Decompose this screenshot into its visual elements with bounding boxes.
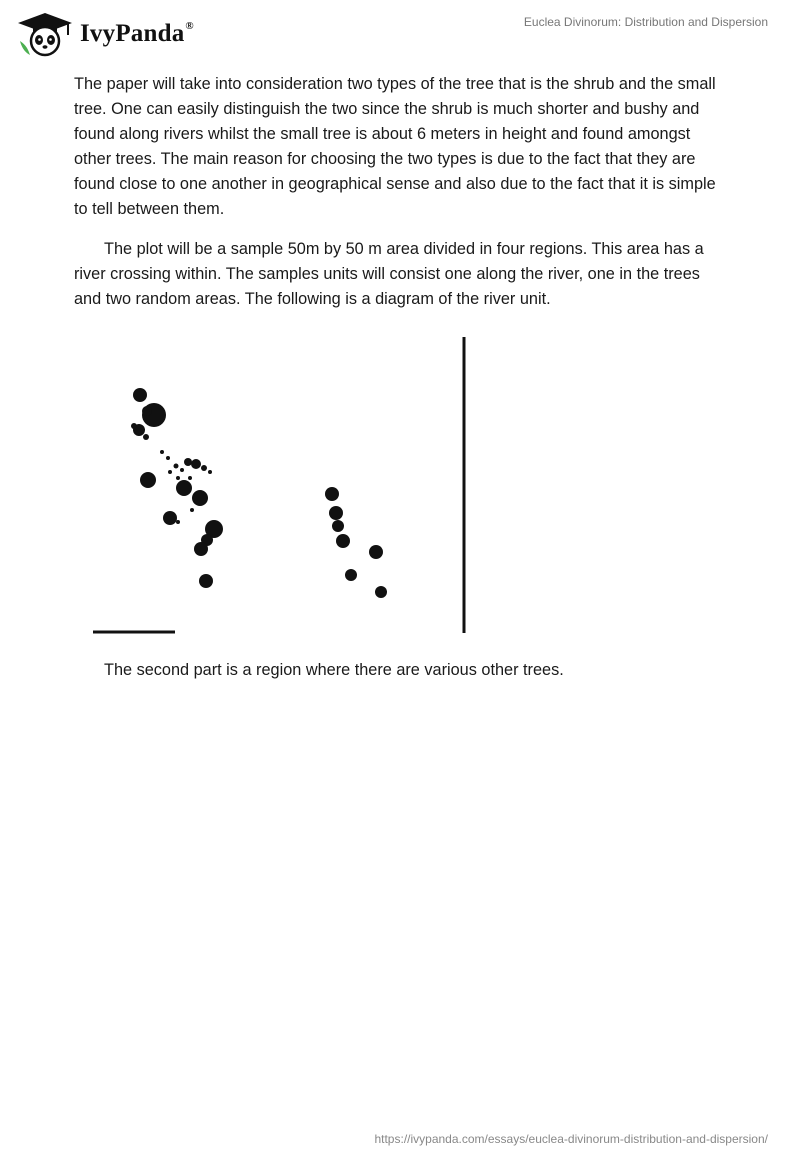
plant-speckle bbox=[166, 456, 170, 460]
plant-marker bbox=[375, 586, 387, 598]
river-unit-diagram-svg bbox=[80, 332, 480, 637]
right-plant-cluster bbox=[325, 487, 387, 598]
plant-speckle bbox=[174, 464, 179, 469]
plant-marker bbox=[140, 472, 156, 488]
left-plant-cluster bbox=[131, 388, 223, 588]
plant-marker bbox=[192, 490, 208, 506]
plant-speckle bbox=[160, 450, 164, 454]
paragraph-second-part: The second part is a region where there are various other trees. bbox=[104, 661, 564, 679]
plant-marker bbox=[329, 506, 343, 520]
plant-marker bbox=[133, 388, 147, 402]
brand-name: IvyPanda bbox=[80, 20, 185, 47]
plant-speckle bbox=[201, 465, 207, 471]
river-unit-diagram bbox=[80, 332, 480, 637]
plant-marker bbox=[332, 520, 344, 532]
plant-marker bbox=[345, 569, 357, 581]
document-title: Euclea Divinorum: Distribution and Dispersion bbox=[523, 15, 768, 29]
plant-marker bbox=[369, 545, 383, 559]
plant-speckle bbox=[191, 459, 201, 469]
plant-marker bbox=[143, 434, 149, 440]
plant-speckle bbox=[208, 470, 212, 474]
plant-marker bbox=[163, 511, 177, 525]
plant-speckle bbox=[184, 458, 192, 466]
plant-marker bbox=[142, 406, 152, 416]
registered-mark: ® bbox=[185, 20, 194, 32]
plant-marker bbox=[199, 574, 213, 588]
plant-marker bbox=[194, 542, 208, 556]
plant-speckle bbox=[176, 476, 180, 480]
plant-speckle bbox=[168, 470, 172, 474]
paragraph-sample-plot: The plot will be a sample 50m by 50 m area divided in four regions. This area has a river crossing within. The samples units will consist one along the river, one in the trees and two random areas. The following is a diagram of the river unit. bbox=[74, 240, 704, 308]
plant-speckle bbox=[176, 520, 180, 524]
source-url[interactable]: https://ivypanda.com/essays/euclea-divinorum-distribution-and-dispersion/ bbox=[374, 1132, 768, 1146]
plant-marker bbox=[336, 534, 350, 548]
plant-marker bbox=[131, 423, 137, 429]
ivypanda-logo[interactable] bbox=[16, 8, 194, 60]
plant-speckle bbox=[188, 476, 192, 480]
plant-marker bbox=[176, 480, 192, 496]
plant-speckle bbox=[190, 508, 194, 512]
paragraph-shrub-and-tree: The paper will take into consideration two types of the tree that is the shrub and the small tree. One can easily distinguish the two since the shrub is much shorter and bushy and found along rivers whilst the small tree is about 6 meters in height and found amongst other trees. The main reason for choosing the two types is due to the fact that they are found close to one another in geographical sense and also due to the fact that it is simple to tell between them. bbox=[74, 75, 716, 218]
plant-speckle bbox=[180, 468, 184, 472]
plant-marker bbox=[325, 487, 339, 501]
panda-logo-icon bbox=[16, 11, 74, 57]
